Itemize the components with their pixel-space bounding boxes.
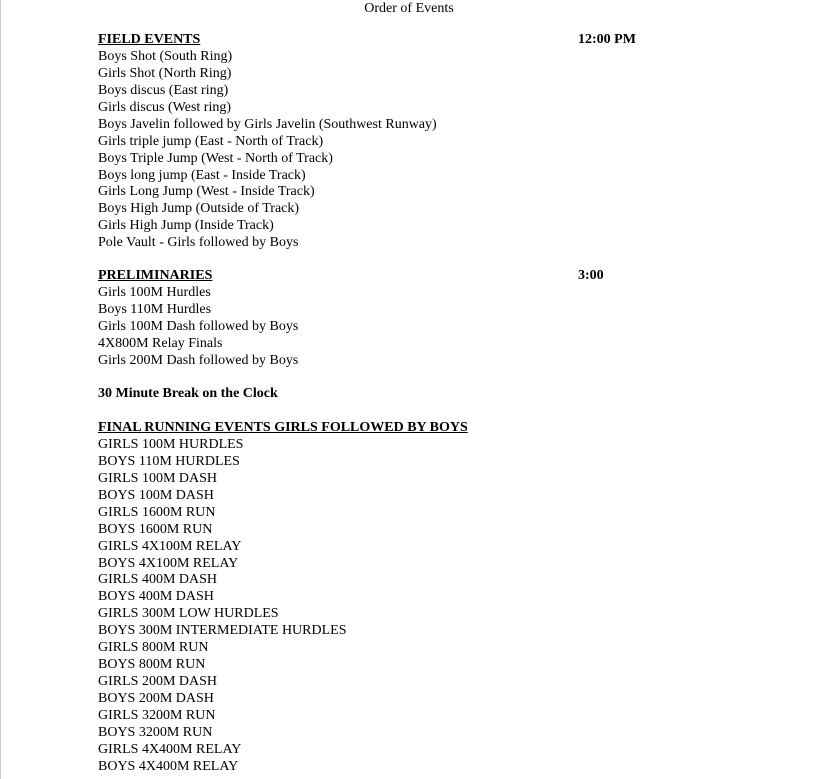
final-event-item: BOYS 800M RUN [98, 657, 206, 673]
final-event-item: GIRLS 800M RUN [98, 640, 209, 656]
preliminaries-heading-row [98, 268, 798, 285]
field-event-item: Girls High Jump (Inside Track) [98, 218, 274, 234]
final-event-item: GIRLS 3200M RUN [98, 707, 216, 723]
final-event-item: BOYS 1600M RUN [98, 521, 213, 537]
final-event-item: GIRLS 100M HURDLES [98, 436, 244, 452]
field-event-item: Girls Long Jump (West - Inside Track) [98, 184, 315, 200]
final-event-item: BOYS 4X100M RELAY [98, 555, 239, 571]
break-section [98, 386, 798, 403]
preliminary-item: Girls 200M Dash followed by Boys [98, 352, 299, 368]
field-event-item: Girls Shot (North Ring) [98, 65, 232, 81]
field-events-heading: FIELD EVENTS [98, 32, 201, 47]
final-running-events-heading: FINAL RUNNING EVENTS GIRLS FOLLOWED BY BOYS [98, 420, 468, 435]
final-event-item: BOYS 4X400M RELAY [98, 758, 239, 774]
final-event-item: BOYS 110M HURDLES [98, 453, 240, 469]
final-event-item: GIRLS 1600M RUN [98, 504, 216, 520]
field-event-item: Girls triple jump (East - North of Track) [98, 133, 324, 149]
field-event-item: Boys discus (East ring) [98, 82, 229, 98]
final-event-item: GIRLS 400M DASH [98, 572, 218, 588]
final-event-item: BOYS 400M DASH [98, 589, 214, 605]
preliminaries-heading: PRELIMINARIES [98, 268, 213, 283]
field-event-item: Girls discus (West ring) [98, 99, 232, 115]
final-event-item: GIRLS 4X400M RELAY [98, 741, 242, 757]
final-event-item: GIRLS 100M DASH [98, 470, 218, 486]
preliminary-item: 4X800M Relay Finals [98, 335, 223, 351]
preliminaries-time: 3:00 [578, 268, 604, 283]
preliminaries-section [98, 268, 798, 370]
final-event-item: BOYS 200M DASH [98, 691, 214, 706]
field-event-item: Boys Shot (South Ring) [98, 48, 233, 64]
page-left-border [0, 0, 1, 779]
final-event-item: GIRLS 200M DASH [98, 674, 218, 690]
final-running-events-section [98, 420, 798, 776]
field-events-time: 12:00 PM [578, 32, 636, 47]
final-event-item: BOYS 300M INTERMEDIATE HURDLES [98, 623, 347, 639]
field-event-item: Pole Vault - Girls followed by Boys [98, 235, 299, 251]
final-running-events-heading-row [98, 420, 798, 437]
field-event-item: Boys Javelin followed by Girls Javelin (Southwest Runway) [98, 116, 437, 132]
preliminary-item: Girls 100M Hurdles [98, 284, 211, 300]
document-title: Order of Events [364, 1, 454, 16]
break-notice: 30 Minute Break on the Clock [98, 386, 278, 401]
field-events-heading-row [98, 32, 798, 49]
final-event-item: GIRLS 4X100M RELAY [98, 538, 242, 554]
final-event-item: BOYS 3200M RUN [98, 724, 213, 740]
final-event-item: GIRLS 300M LOW HURDLES [98, 606, 279, 622]
preliminary-item: Girls 100M Dash followed by Boys [98, 318, 299, 334]
field-event-item: Boys long jump (East - Inside Track) [98, 167, 306, 183]
field-event-item: Boys High Jump (Outside of Track) [98, 201, 300, 217]
preliminary-item: Boys 110M Hurdles [98, 301, 212, 317]
field-event-item: Boys Triple Jump (West - North of Track) [98, 150, 333, 166]
final-event-item: BOYS 100M DASH [98, 487, 214, 503]
field-events-section [98, 32, 798, 252]
